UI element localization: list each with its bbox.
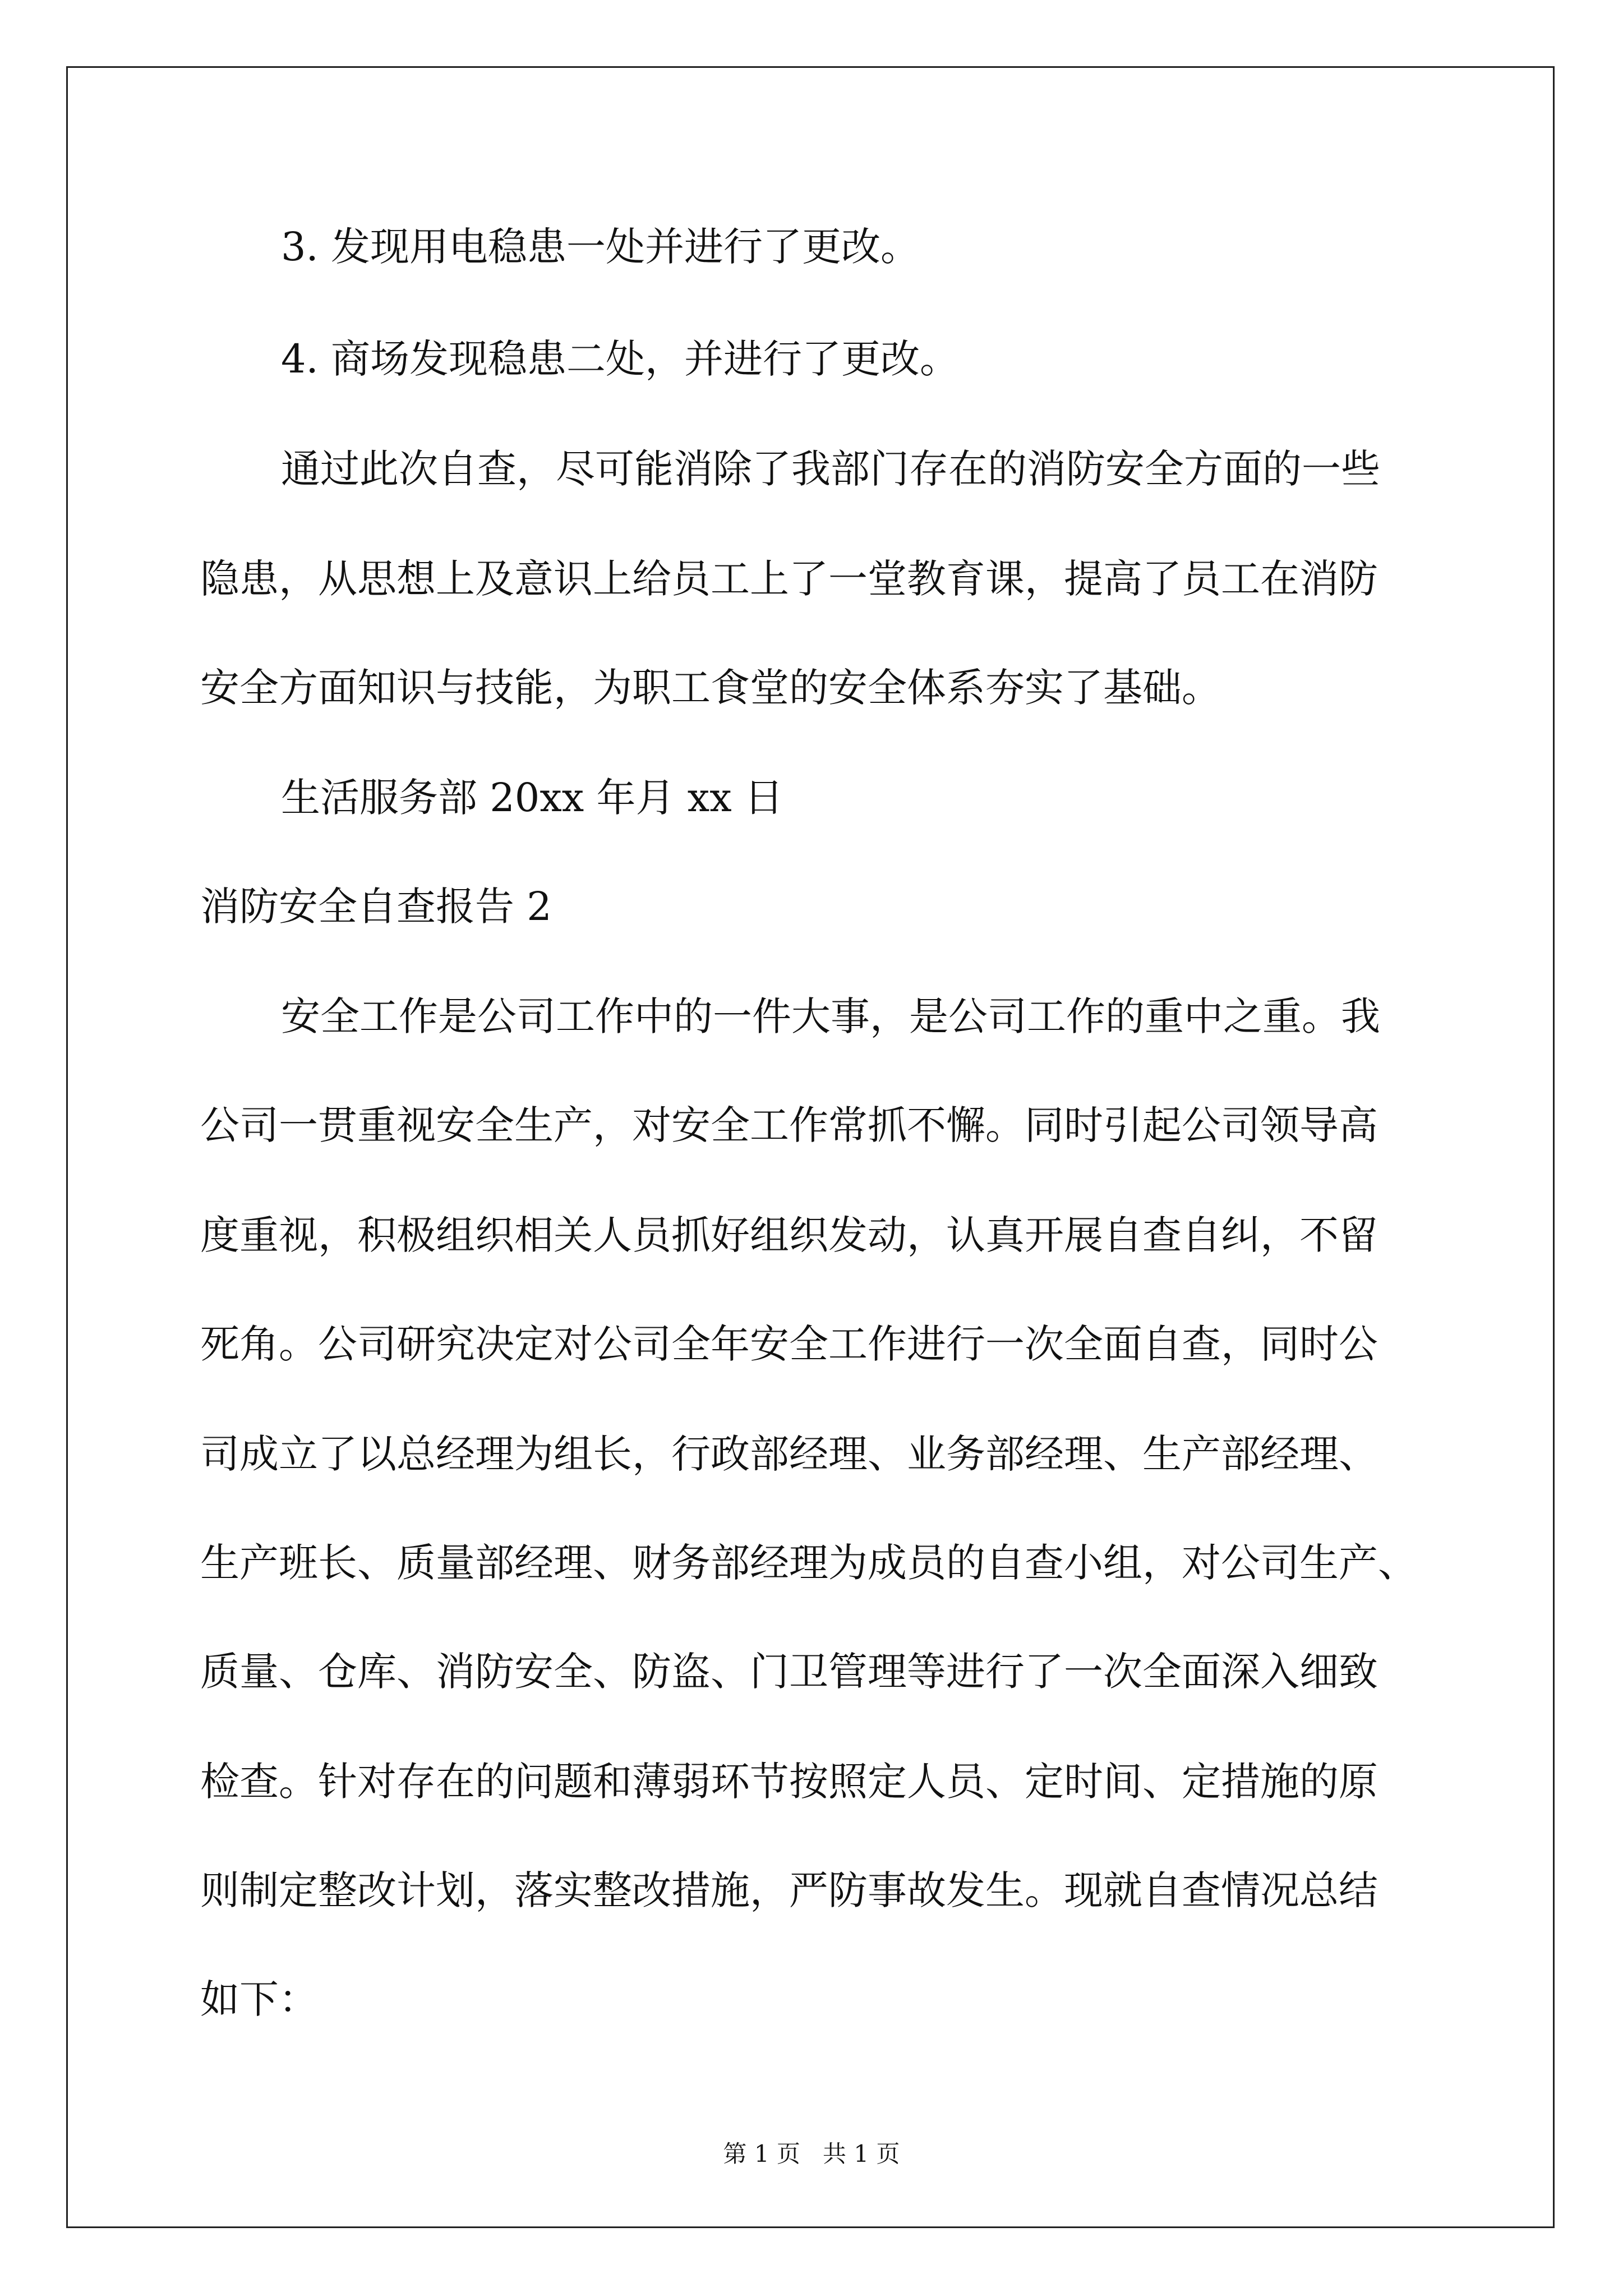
page-footer: 第 1 页 共 1 页 xyxy=(723,2140,900,2168)
paragraph-line: 安全方面知识与技能，为职工食堂的安全体系夯实了基础。 xyxy=(200,665,1221,711)
signature-line: 生活服务部 20xx 年月 xx 日 xyxy=(281,775,783,821)
paragraph-line: 则制定整改计划，落实整改措施，严防事故发生。现就自查情况总结 xyxy=(200,1867,1378,1913)
paragraph-line: 安全工作是公司工作中的一件大事，是公司工作的重中之重。我 xyxy=(281,993,1380,1039)
paragraph-line: 质量、仓库、消防安全、防盗、门卫管理等进行了一次全面深入细致 xyxy=(200,1649,1378,1695)
paragraph-line: 如下： xyxy=(200,1976,318,2022)
list-item-4: 4. 商场发现稳患二处，并进行了更改。 xyxy=(281,336,960,382)
paragraph-line: 司成立了以总经理为组长，行政部经理、业务部经理、生产部经理、 xyxy=(200,1431,1378,1477)
paragraph-line: 公司一贯重视安全生产，对安全工作常抓不懈。同时引起公司领导高 xyxy=(200,1102,1378,1148)
paragraph-line: 死角。公司研究决定对公司全年安全工作进行一次全面自查，同时公 xyxy=(200,1321,1378,1367)
paragraph-line: 生产班长、质量部经理、财务部经理为成员的自查小组，对公司生产、 xyxy=(200,1540,1417,1586)
list-item-3: 3. 发现用电稳患一处并进行了更改。 xyxy=(281,224,920,270)
paragraph-line: 隐患，从思想上及意识上给员工上了一堂教育课，提高了员工在消防 xyxy=(200,556,1378,602)
paragraph-line: 通过此次自查，尽可能消除了我部门存在的消防安全方面的一些 xyxy=(281,446,1380,492)
paragraph-line: 检查。针对存在的问题和薄弱环节按照定人员、定时间、定措施的原 xyxy=(200,1759,1378,1805)
section-heading: 消防安全自查报告 2 xyxy=(200,884,552,930)
paragraph-line: 度重视，积极组织相关人员抓好组织发动，认真开展自查自纠，不留 xyxy=(200,1212,1378,1258)
